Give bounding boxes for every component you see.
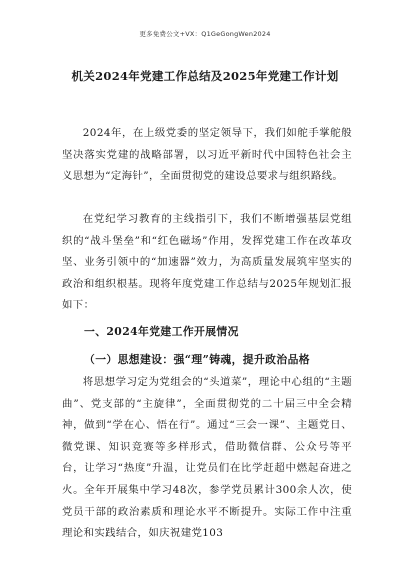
document-title: 机关2024年党建工作总结及2025年党建工作计划: [71, 69, 339, 83]
paragraph-intro: 2024年，在上级党委的坚定领导下，我们如舵手掌舵般坚决落实党建的战略部署，以习近平新时代中国特色社会主义思想为“定海针”，全面贯彻党的建设总要求与组织路线。: [62, 127, 352, 183]
paragraph-overview: 在党纪学习教育的主线指引下，我们不断增强基层党组织的“战斗堡垒”和“红色磁场”作用，发挥党建工作在改革攻坚、业务引领中的“加速器”效力，为高质量发展筑牢坚实的政治和组织根基。现将年度党建工作总结与2025年规划汇报如下：: [62, 213, 352, 312]
sub-heading: （一）思想建设：强“理”铸魂，提升政治品格: [84, 353, 310, 366]
paragraph-ideology: 将思想学习定为党组会的“头道菜”，理论中心组的“主题曲”、党支部的“主旋律”，全面贯彻党的二十届三中全会精神，做到“学在心、悟在行”。通过“三会一课”、主题党日、微党课、知识竞赛等多样形式，借助微信群、公众号等平台，让学习“热度”升温，让党员们在比学赶超中燃起奋进之火。全年开展集中学习48次，参学党员累计300余人次，使党员干部的政治素质和理论水平不断提升。实际工作中注重理论和实践结合，如庆祝建党103: [62, 376, 352, 540]
section-heading: 一、2024年党建工作开展情况: [84, 325, 239, 338]
header-note: 更多免费公文+VX：Q1GeGongWen2024: [139, 30, 271, 38]
